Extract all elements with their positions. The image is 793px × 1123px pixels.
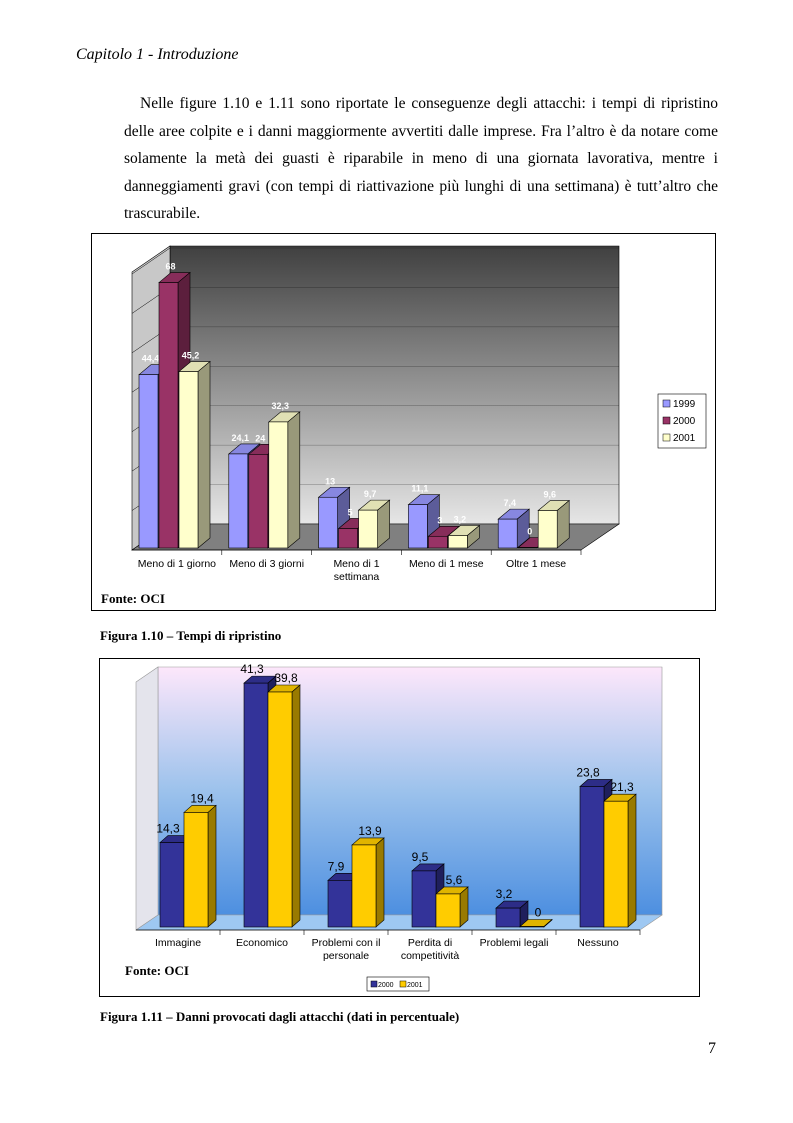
- data-label-1999-1: 24,1: [231, 432, 250, 443]
- data-label-2000-0: 14,3: [156, 821, 180, 836]
- legend-swatch-2000: [371, 981, 377, 987]
- figure-1-10-source: Fonte: OCI: [101, 591, 165, 606]
- data-label-2001-4: 0: [534, 905, 542, 920]
- legend-swatch-2001: [400, 981, 406, 987]
- bar-2001-0: [179, 362, 210, 548]
- bar-2001-0: [184, 805, 216, 927]
- legend-label-2001: 2001: [673, 433, 696, 444]
- legend-label-2000: 2000: [673, 416, 696, 427]
- bar-2000-4: [496, 901, 528, 927]
- data-label-1999-2: 13: [325, 476, 336, 487]
- data-label-2000-0: 68: [165, 261, 176, 272]
- bar-2001-2: [352, 838, 384, 927]
- data-label-2000-4: 0: [527, 526, 533, 537]
- category-label-1: Meno di 3 giorni: [229, 558, 305, 570]
- data-label-2001-0: 45,2: [181, 350, 200, 361]
- data-label-2001-5: 21,3: [610, 780, 634, 795]
- data-label-2001-3: 3,2: [453, 514, 467, 525]
- legend-swatch-1999: [663, 400, 670, 407]
- chart-danni-provocati: [100, 659, 699, 996]
- category-label-3: Perdita di: [407, 937, 453, 949]
- data-label-2000-2: 5: [347, 507, 353, 518]
- data-label-2000-5: 23,8: [576, 765, 600, 780]
- data-label-2000-1: 41,3: [240, 662, 264, 677]
- figure-1-11-source: Fonte: OCI: [125, 963, 189, 978]
- data-label-2001-1: 32,3: [271, 400, 290, 411]
- data-label-2000-4: 3,2: [495, 887, 513, 902]
- figure-1-11: [99, 658, 700, 997]
- category-label-2: settimana: [333, 571, 380, 583]
- data-label-2001-2: 9,7: [363, 489, 377, 500]
- data-label-2001-4: 9,6: [543, 489, 556, 500]
- data-label-1999-0: 44,4: [141, 353, 160, 364]
- bar-2001-5: [604, 794, 636, 927]
- legend-swatch-2000: [663, 417, 670, 424]
- legend-label-1999: 1999: [673, 399, 696, 410]
- bar-2001-1: [268, 685, 300, 927]
- category-label-2: Problemi con il: [311, 937, 381, 949]
- bar-2001-4: [538, 501, 569, 548]
- figure-1-10-caption: Figura 1.10 – Tempi di ripristino: [100, 628, 282, 643]
- category-label-1: Economico: [236, 937, 288, 949]
- data-label-2000-3: 9,5: [411, 849, 429, 864]
- category-label-2: Meno di 1: [333, 558, 380, 570]
- legend-swatch-2001: [663, 434, 670, 441]
- category-label-0: Meno di 1 giorno: [137, 558, 217, 570]
- category-label-4: Problemi legali: [479, 937, 549, 949]
- data-label-2000-1: 24: [255, 433, 266, 444]
- bar-2001-2: [359, 500, 390, 548]
- bar-2001-3: [436, 887, 468, 927]
- category-label-2: personale: [322, 950, 370, 962]
- data-label-2001-2: 13,9: [358, 823, 382, 838]
- data-label-2000-3: 3: [437, 515, 443, 526]
- side-wall: [136, 667, 158, 930]
- data-label-1999-3: 11,1: [411, 483, 429, 494]
- body-paragraph: [124, 90, 718, 228]
- chart-tempi-ripristino: [92, 234, 715, 610]
- data-label-2001-0: 19,4: [190, 791, 214, 806]
- category-label-0: Immagine: [154, 937, 202, 949]
- category-label-5: Nessuno: [577, 937, 619, 949]
- page-number: 7: [708, 1040, 716, 1057]
- legend-label-2000: 2000: [378, 982, 394, 989]
- data-label-1999-4: 7,4: [503, 498, 516, 509]
- category-label-4: Oltre 1 mese: [506, 558, 567, 570]
- bar-2001-1: [269, 412, 300, 548]
- category-label-3: competitività: [400, 950, 460, 962]
- paragraph-text: Nelle figure 1.10 e 1.11 sono riportate le conseguenze degli attacchi: i tempi di ripristino delle aree colpite e i danni maggiormente avvertiti dalle imprese. Fra l’altro è da notare come solamente la metà dei guasti è riparabile in meno di una giornata lavorativa, mentre i danneggiamenti gravi (con tempi di riattivazione più lunghi di una settimana) è tutt’altro che trascurabile.: [124, 95, 718, 222]
- figure-1-11-caption: Figura 1.11 – Danni provocati dagli attacchi (dati in percentuale): [100, 1009, 460, 1024]
- chapter-header: Capitolo 1 - Introduzione: [76, 46, 239, 63]
- data-label-2001-1: 39,8: [274, 670, 298, 685]
- data-label-2000-2: 7,9: [327, 859, 345, 874]
- data-label-2001-3: 5,6: [445, 872, 463, 887]
- category-label-3: Meno di 1 mese: [408, 558, 484, 570]
- legend-label-2001: 2001: [407, 982, 423, 989]
- figure-1-10: [91, 233, 716, 611]
